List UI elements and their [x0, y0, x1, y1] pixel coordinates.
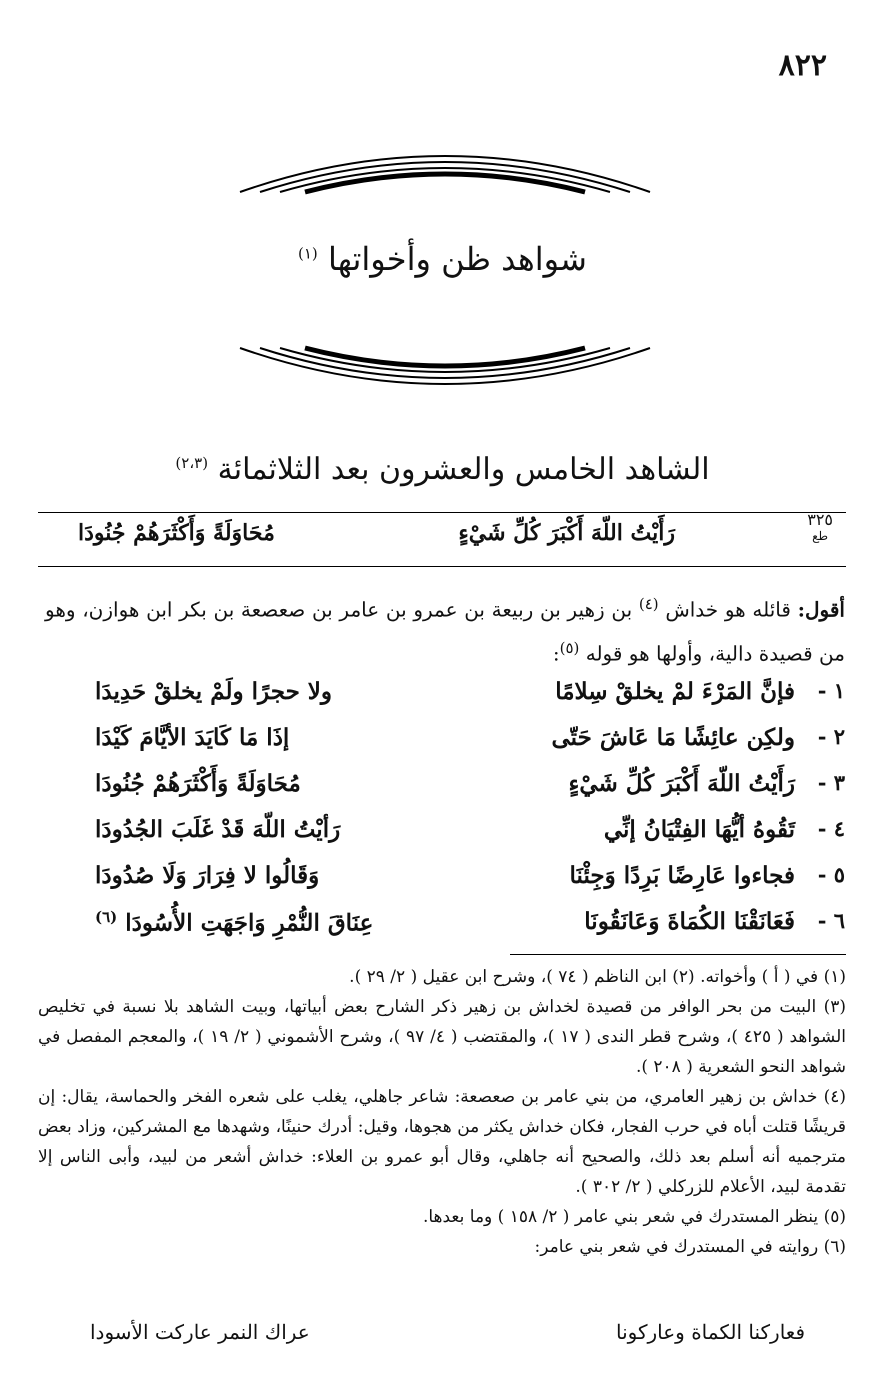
bottom-ornament: [230, 340, 660, 410]
intro-footnote-marker-4: (٤): [638, 595, 659, 613]
section-footnote-marker: (٢،٣): [175, 454, 209, 472]
head-verse-hemistich-1: رَأَيْتُ اللّهَ أَكْبَرَ كُلِّ شَيْءٍ: [458, 520, 675, 546]
footnote-6: (٦) روايته في المستدرك في شعر بني عامر:: [534, 1237, 846, 1257]
verse-hemistich-1: فجاءوا عَارِضًا بَرِدًا وَجِئْنَا: [569, 862, 795, 889]
verse-footnote-marker-6: (٦): [95, 908, 118, 926]
verse-row: [45, 816, 845, 862]
footnote-verse-hemistich-1: فعاركنا الكماة وعاركونا: [615, 1320, 805, 1344]
intro-paragraph: [45, 585, 845, 672]
intro-tail: :: [552, 641, 560, 666]
verse-row: [45, 678, 845, 724]
footnotes: [38, 962, 846, 1262]
footnote-verse-hemistich-2: عراك النمر عاركت الأسودا: [90, 1320, 310, 1344]
intro-text-1: قائله هو خداش: [658, 597, 798, 622]
chapter-title-text: شواهد ظن وأخواتها: [327, 240, 587, 278]
footnote-5: (٥) ينظر المستدرك في شعر بني عامر ( ٢/ ١٥٨ ) وما بعدها.: [422, 1207, 846, 1227]
footnote-3: (٣) البيت من بحر الوافر من قصيدة لخداش بن زهير ذكر الشارح بعض أبياتها، وبيت الشاهد بلا نسبة في تخليص الشواهد ( ٤٢٥ )، وشرح قطر الندى ( ١٧ )، والمقتضب ( ٤/ ٩٧ )، وشرح الأشموني ( ٢/ ١٩ )، والمعجم المفصل في شواهد النحو الشعرية ( ٢٠٨ ).: [38, 997, 846, 1077]
verse-number: ٣ -: [817, 770, 845, 795]
section-title: [0, 452, 885, 487]
verse-row: [45, 862, 845, 908]
verse-hemistich-2: ولا حجرًا ولَمْ يخلقْ حَدِيدَا: [95, 678, 333, 705]
verse-row: [45, 908, 845, 954]
verse-hemistich-2: وَقَالُوا لا فِرَارَ وَلَا صُدُودَا: [95, 862, 320, 889]
verse-hemistich-1: فإنَّ المَرْءَ لمْ يخلقْ سِلامًا: [555, 678, 795, 705]
head-verse-hemistich-2: مُحَاوَلَةً وَأَكْثَرَهُمْ جُنُودَا: [78, 520, 275, 546]
verse-number: ١ -: [817, 678, 845, 703]
intro-text-2: بن زهير بن ربيعة بن عمرو بن عامر بن صعصعة بن بكر ابن هوازن، وهو من قصيدة دالية، وأولها هو قوله: [45, 597, 845, 666]
footnote-1-2: (١) في ( أ ) وأخواته. (٢) ابن الناظم ( ٧٤ )، وشرح ابن عقيل ( ٢/ ٢٩ ).: [349, 967, 846, 987]
head-verse-top-rule: [38, 512, 846, 513]
verse-hemistich-1: رَأَيْتُ اللّهَ أَكْبَرَ كُلِّ شَيْءٍ: [568, 770, 795, 797]
verse-number: ٦ -: [817, 908, 845, 933]
verse-hemistich-2: مُحَاوَلَةً وَأَكْثَرَهُمْ جُنُودَا: [95, 770, 301, 797]
verse-hemistich-2: إذَا مَا كَايَدَ الأيَّامَ كَيْدَا: [95, 724, 290, 751]
verse-hemistich-2: رَأيْتُ اللّهَ قَدْ غَلَبَ الجُدُودَا: [95, 816, 341, 843]
head-verse-edition-mark: طع: [812, 529, 829, 543]
verse-hemistich-2-text: عِنَاقَ النُّمْرِ وَاجَهَتِ الأُسُودَا: [125, 909, 374, 937]
verse-number: ٤ -: [817, 816, 845, 841]
chapter-footnote-marker: (١): [298, 244, 318, 263]
verse-hemistich-1: فَعَانَقْنَا الكُمَاةَ وَعَانَقُونَا: [584, 908, 795, 935]
verse-hemistich-1: تَقُوهُ أيُّهَا الفِتْيَانُ إنِّي: [603, 816, 795, 843]
page-number: ٨٢٢: [778, 48, 827, 83]
head-verse-bottom-rule: [38, 566, 846, 567]
intro-lead: أقول:: [797, 597, 845, 622]
head-verse-number: [807, 512, 833, 544]
verse-hemistich-2: [95, 908, 373, 937]
footnote-4: (٤) خداش بن زهير العامري، من بني عامر بن صعصعة: شاعر جاهلي، يغلب على شعره الفخر والحماسة، يقال: إن قريشًا قتلت أباه في حرب الفجار، فكان خداش يكثر من هجوها، وقيل: أدرك حنينًا، وشهدها مع المشركين، وزاد بعض مترجميه أنه أسلم بعد ذلك، والصحيح أنه جاهلي، وقال أبو عمرو بن العلاء: خداش أشعر من لبيد، وأبى الناس إلا تقدمة لبيد، الأعلام للزركلي ( ٢/ ٣٠٢ ).: [38, 1087, 846, 1197]
verse-number: ٥ -: [817, 862, 845, 887]
verse-row: [45, 724, 845, 770]
verse-hemistich-1: ولكِن عائِشًا مَا عَاشَ حَتّى: [551, 724, 795, 751]
intro-footnote-marker-5: (٥): [559, 638, 580, 657]
verse-row: [45, 770, 845, 816]
top-ornament: [230, 130, 660, 200]
verse-number: ٢ -: [817, 724, 845, 749]
head-verse-number-value: ٣٢٥: [807, 510, 833, 529]
chapter-title: [0, 240, 885, 278]
footnote-separator: [510, 954, 846, 955]
footnote-verse: [45, 1320, 845, 1356]
section-title-text: الشاهد الخامس والعشرون بعد الثلاثمائة: [217, 452, 710, 487]
